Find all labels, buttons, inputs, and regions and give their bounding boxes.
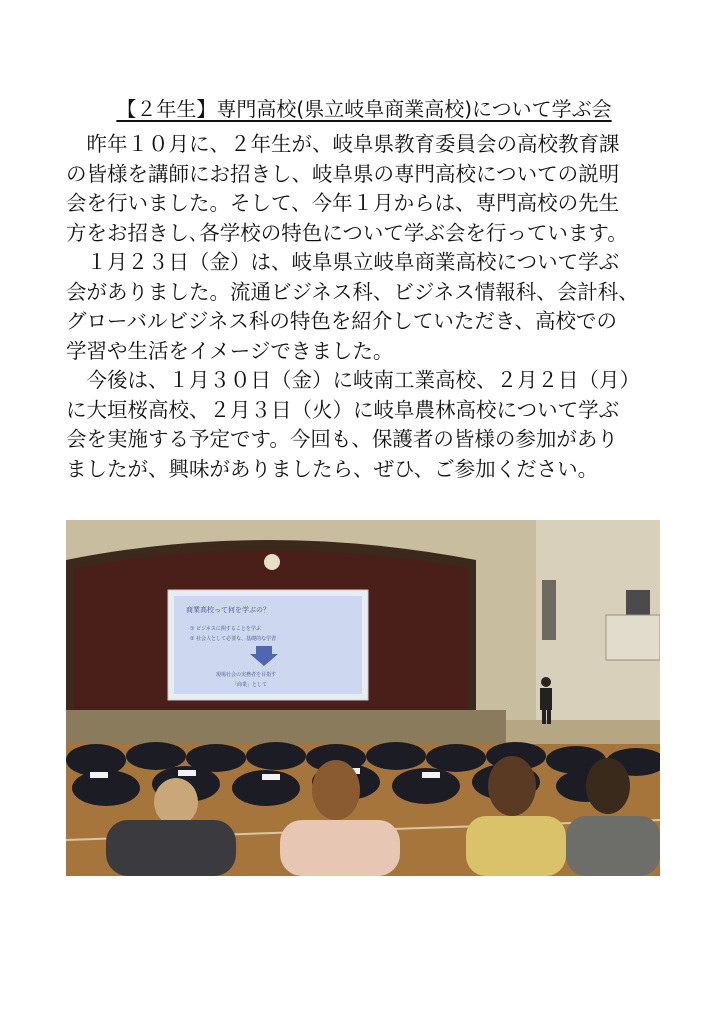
- event-photo: [66, 520, 660, 876]
- text-line: 会を行いました。そして、今年１月からは、専門高校の先生: [66, 191, 620, 215]
- text-line: 方をお招きし､各学校の特色について学ぶ会を行っています。: [66, 220, 628, 245]
- slide-item-1: ① ビジネスに関することを学ぶ: [190, 626, 261, 632]
- text-line: ましたが、興味がありましたら、ぜひ、ご参加ください。: [66, 456, 599, 481]
- text-line: 学習や生活をイメージできました。: [66, 338, 394, 363]
- page-title: 【２年生】専門高校(県立岐阜商業高校)について学ぶ会: [116, 97, 612, 121]
- slide-item-2: ② 社会人として必要な、基礎的な学習: [190, 636, 277, 642]
- crest-icon: [264, 554, 280, 570]
- text-line: １月２３日（金）は、岐阜県立岐阜商業高校について学ぶ: [66, 250, 620, 274]
- text-line: の皆様を講師にお招きし、岐阜県の専門高校についての説明: [66, 161, 620, 186]
- text-line: 今後は、１月３０日（金）に岐南工業高校、２月２日（月）: [66, 368, 640, 392]
- slide-footer-1: 現場社会の実務者を目指す: [216, 672, 277, 678]
- text-line: に大垣桜高校、２月３日（火）に岐阜農林高校について学ぶ: [66, 397, 620, 422]
- slide-title: 商業高校って何を学ぶの？: [186, 606, 270, 614]
- text-line: 昨年１０月に、２年生が、岐阜県教育委員会の高校教育課: [66, 132, 620, 156]
- text-line: 会を実施する予定です。今回も、保護者の皆様の参加があり: [66, 427, 618, 451]
- text-line: グローバルビジネス科の特色を紹介していただき、高校での: [66, 309, 618, 333]
- slide-footer-2: 「商業」として: [232, 682, 268, 688]
- article-body: [66, 130, 662, 484]
- text-line: 会がありました。流通ビジネス科、ビジネス情報科、会計科、: [66, 279, 639, 304]
